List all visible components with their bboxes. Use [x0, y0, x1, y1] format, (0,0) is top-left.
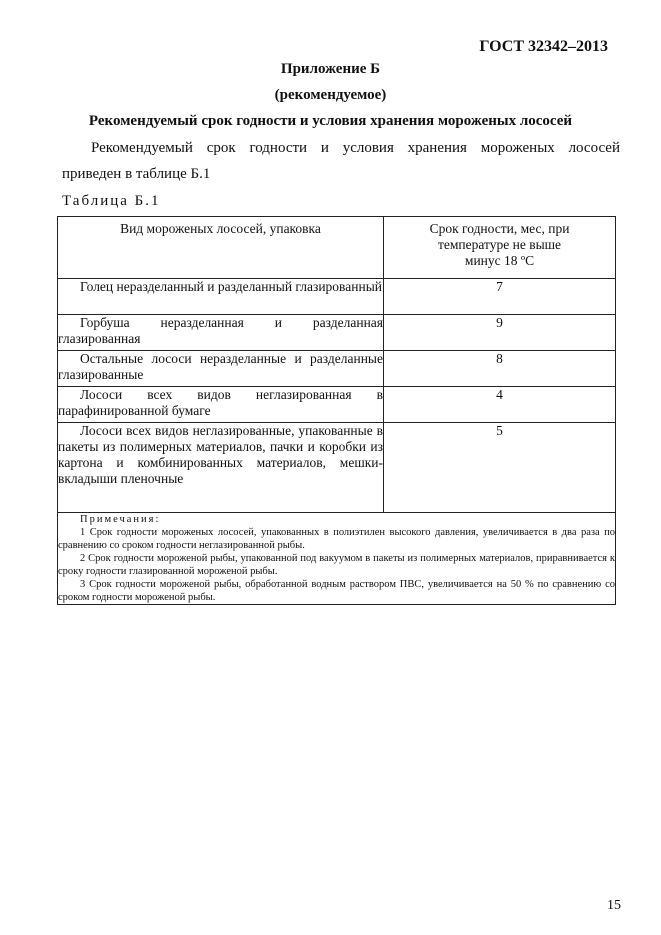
standard-number: ГОСТ 32342–2013: [479, 38, 608, 55]
table-row: [58, 351, 616, 387]
page-number: 15: [607, 898, 621, 913]
note-3: 3 Срок годности мороженой рыбы, обработанной водным раствором ПВС, увеличивается на 50 % по сравнению со сроком годности мороженой рыбы.: [58, 579, 615, 603]
row-value: 7: [384, 279, 616, 315]
table-caption: Таблица Б.1: [62, 193, 161, 209]
row-value: 4: [384, 387, 616, 423]
table-row: [58, 423, 616, 513]
row-value: 5: [384, 423, 616, 513]
row-value: 9: [384, 315, 616, 351]
appendix-status: (рекомендуемое): [274, 87, 387, 103]
intro-line-2: приведен в таблице Б.1: [62, 166, 211, 182]
row-name: Остальные лососи неразделанные и разделанные глазированные: [58, 351, 384, 387]
table-row: [58, 387, 616, 423]
row-name: Лососи всех видов неглазированная в парафинированной бумаге: [58, 387, 384, 423]
table-row: [58, 315, 616, 351]
column-header-type: Вид мороженых лососей, упаковка: [58, 217, 384, 279]
table-notes-row: [58, 513, 616, 605]
row-value: 8: [384, 351, 616, 387]
table-notes: [58, 513, 616, 605]
intro-line-1: Рекомендуемый срок годности и условия хранения мороженых лососей: [91, 140, 620, 156]
row-name: Горбуша неразделанная и разделанная глазированная: [58, 315, 384, 351]
appendix-heading: Рекомендуемый срок годности и условия хранения мороженых лососей: [88, 113, 573, 129]
column-header-shelf-life: Срок годности, мес, при температуре не выше минус 18 ºС: [384, 217, 616, 279]
row-name: Голец неразделанный и разделанный глазированный: [58, 279, 384, 315]
note-2: 2 Срок годности мороженой рыбы, упакованной под вакуумом в пакеты из полимерных материалов, приравнивается к сроку годности глазированной мороженой рыбы.: [58, 553, 615, 577]
appendix-title: Приложение Б: [280, 61, 381, 77]
table-header-row: [58, 217, 616, 279]
note-1: 1 Срок годности мороженых лососей, упакованных в полиэтилен высокого давления, увеличивается в два раза по сравнению со сроком годности неглазированной рыбы.: [58, 527, 615, 551]
row-name: Лососи всех видов неглазированные, упакованные в пакеты из полимерных материалов, пачки и коробки из картона и комбинированных материалов, мешки-вкладыши пленочные: [58, 423, 384, 513]
table-row: [58, 279, 616, 315]
shelf-life-table: [57, 216, 616, 605]
notes-title: Примечания:: [80, 514, 161, 525]
